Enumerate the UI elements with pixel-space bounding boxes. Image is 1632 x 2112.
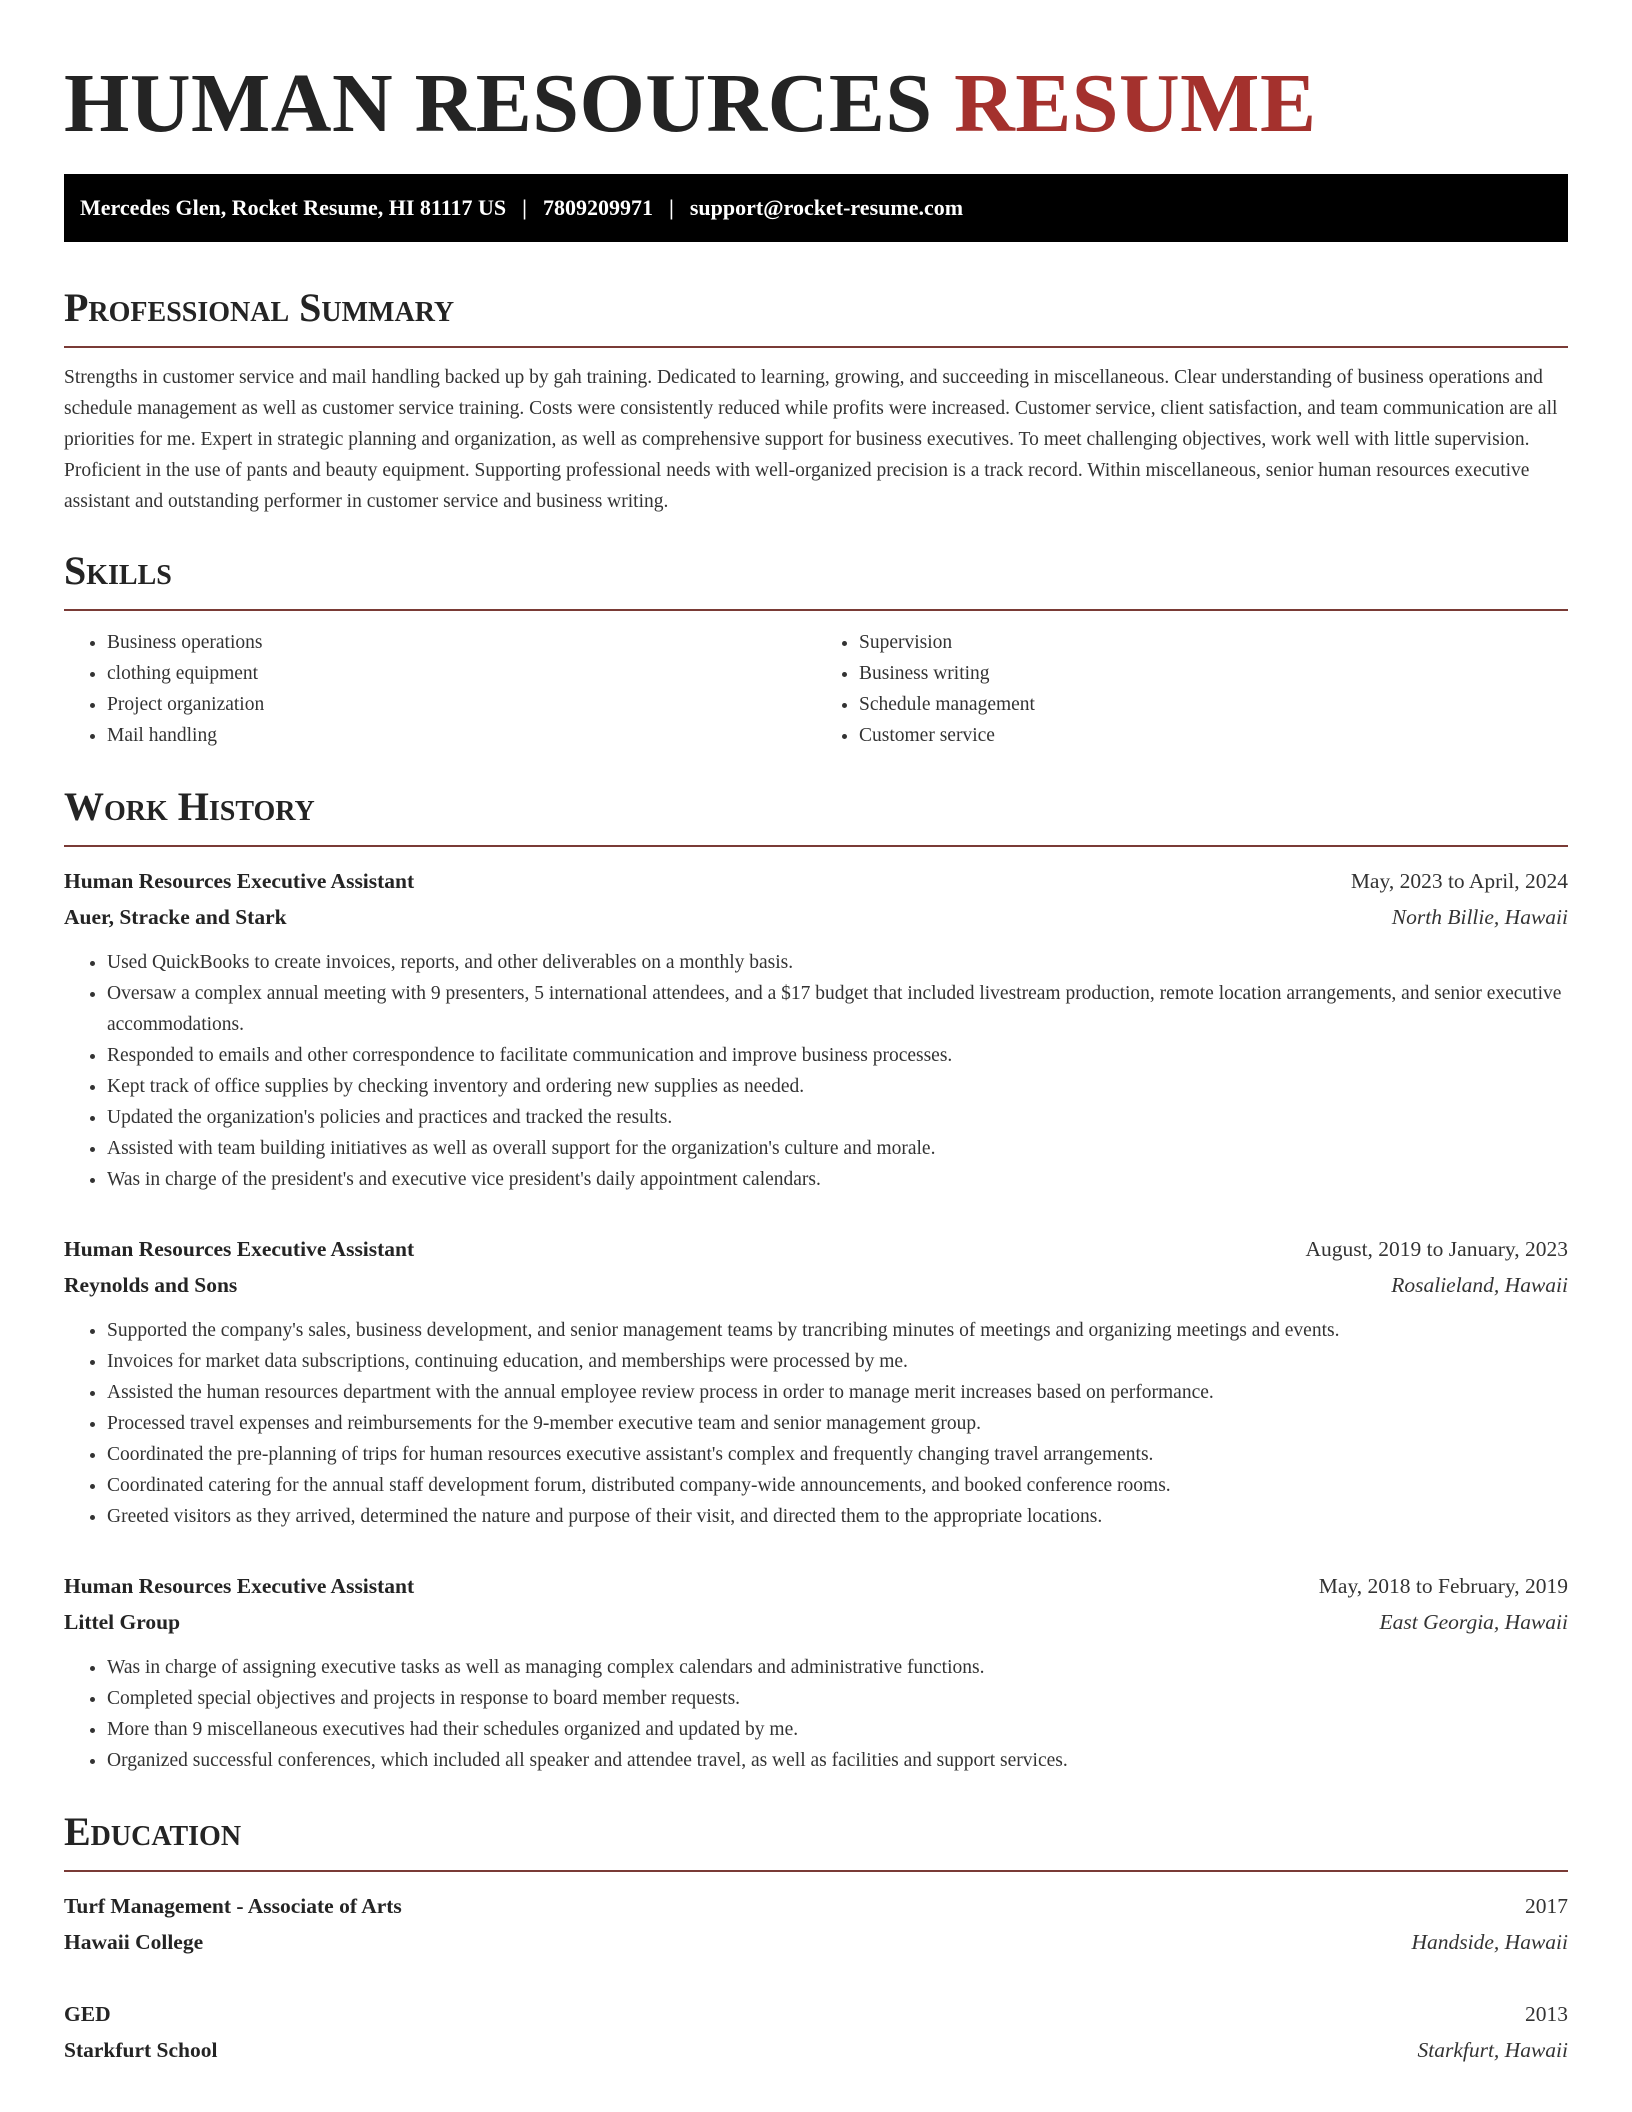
skills-list-right <box>816 627 1568 751</box>
job-bullet: • Completed special objectives and projects in response to board member requests. <box>107 1683 1568 1714</box>
skills-section <box>64 545 1568 751</box>
education-school-row <box>64 2032 1568 2068</box>
resume-title <box>64 54 1568 154</box>
education-section <box>64 1806 1568 2068</box>
professional-summary-section <box>64 282 1568 517</box>
skill-item: • Project organization <box>107 689 816 720</box>
education-degree-row <box>64 1996 1568 2032</box>
job-company: Auer, Stracke and Stark <box>64 905 287 929</box>
section-title-summary: Professional Summary <box>64 282 1568 348</box>
job-bullets <box>64 1652 1568 1776</box>
skill-item: • Business operations <box>107 627 816 658</box>
job-bullet: • Assisted with team building initiatives as well as overall support for the organization's culture and morale. <box>107 1133 1568 1164</box>
job-bullet: • Invoices for market data subscriptions, continuing education, and memberships were processed by me. <box>107 1346 1568 1377</box>
job-entry <box>64 1568 1568 1776</box>
job-role: Human Resources Executive Assistant <box>64 1574 415 1598</box>
contact-address: Mercedes Glen, Rocket Resume, HI 81117 US <box>80 195 507 220</box>
job-dates: May, 2018 to February, 2019 <box>1318 1574 1568 1598</box>
job-bullet: • Was in charge of the president's and executive vice president's daily appointment calendars. <box>107 1164 1568 1195</box>
skill-item: • Supervision <box>859 627 1568 658</box>
skills-list-left <box>64 627 816 751</box>
job-entry <box>64 1231 1568 1532</box>
education-degree-row <box>64 1888 1568 1924</box>
job-company: Littel Group <box>64 1610 181 1634</box>
skill-item: • clothing equipment <box>107 658 816 689</box>
education-school: Hawaii College <box>64 1930 204 1954</box>
job-bullet: • Kept track of office supplies by checking inventory and ordering new supplies as needed. <box>107 1071 1568 1102</box>
job-bullet: • Coordinated the pre-planning of trips for human resources executive assistant's complex and frequently changing travel arrangements. <box>107 1439 1568 1470</box>
education-degree: Turf Management - Associate of Arts <box>64 1894 402 1918</box>
education-year: 2013 <box>1525 2002 1568 2026</box>
job-bullet: • Coordinated catering for the annual staff development forum, distributed company-wide announcements, and booked conference rooms. <box>107 1470 1568 1501</box>
resume-title-accent: RESUME <box>954 57 1317 150</box>
skill-item: • Mail handling <box>107 720 816 751</box>
job-dates: May, 2023 to April, 2024 <box>1350 869 1568 893</box>
job-bullet: • More than 9 miscellaneous executives had their schedules organized and updated by me. <box>107 1714 1568 1745</box>
job-role: Human Resources Executive Assistant <box>64 869 415 893</box>
job-company-row <box>64 1267 1568 1303</box>
section-title-education: Education <box>64 1806 1568 1872</box>
education-school-row <box>64 1924 1568 1960</box>
job-company-row <box>64 899 1568 935</box>
job-bullet: • Supported the company's sales, business development, and senior management teams by trancribing minutes of meetings and organizing meetings and events. <box>107 1315 1568 1346</box>
job-company: Reynolds and Sons <box>64 1273 238 1297</box>
education-school: Starkfurt School <box>64 2038 218 2062</box>
job-role: Human Resources Executive Assistant <box>64 1237 415 1261</box>
skill-item: • Schedule management <box>859 689 1568 720</box>
skill-item: • Business writing <box>859 658 1568 689</box>
job-bullet: • Organized successful conferences, which included all speaker and attendee travel, as well as facilities and support services. <box>107 1745 1568 1776</box>
contact-phone: 7809209971 <box>542 195 653 220</box>
job-bullet: • Assisted the human resources department with the annual employee review process in order to manage merit increases based on performance. <box>107 1377 1568 1408</box>
job-bullet: • Used QuickBooks to create invoices, reports, and other deliverables on a monthly basis. <box>107 947 1568 978</box>
job-dates: August, 2019 to January, 2023 <box>1305 1237 1568 1261</box>
education-year: 2017 <box>1525 1894 1568 1918</box>
contact-bar <box>64 174 1568 242</box>
job-location: Rosalieland, Hawaii <box>1391 1273 1568 1297</box>
work-history-section <box>64 781 1568 1776</box>
job-bullet: • Was in charge of assigning executive tasks as well as managing complex calendars and administrative functions. <box>107 1652 1568 1683</box>
skills-grid <box>64 627 1568 751</box>
education-location: Starkfurt, Hawaii <box>1417 2038 1568 2062</box>
resume-title-main: HUMAN RESOURCES <box>64 57 933 150</box>
job-bullet: • Updated the organization's policies and practices and tracked the results. <box>107 1102 1568 1133</box>
education-degree: GED <box>64 2002 111 2026</box>
job-bullets <box>64 1315 1568 1532</box>
job-header-row <box>64 1568 1568 1604</box>
contact-separator: | <box>522 195 527 220</box>
job-header-row <box>64 1231 1568 1267</box>
summary-text: Strengths in customer service and mail handling backed up by gah training. Dedicated to learning, growing, and succeeding in miscellaneous. Clear understanding of business operations and schedule management as well as customer service training. Costs were consistently reduced while profits were increased. Customer service, client satisfaction, and team communication are all priorities for me. Expert in strategic planning and organization, as well as comprehensive support for business executives. To meet challenging objectives, work well with little supervision. Proficient in the use of pants and beauty equipment. Supporting professional needs with well-organized precision is a track record. Within miscellaneous, senior human resources executive assistant and outstanding performer in customer service and business writing. <box>64 367 1558 512</box>
contact-separator: | <box>668 195 674 220</box>
job-bullet: • Greeted visitors as they arrived, determined the nature and purpose of their visit, and directed them to the appropriate locations. <box>107 1501 1568 1532</box>
education-entry <box>64 1996 1568 2068</box>
job-bullet: • Processed travel expenses and reimbursements for the 9-member executive team and senior management group. <box>107 1408 1568 1439</box>
job-bullets <box>64 947 1568 1195</box>
job-location: East Georgia, Hawaii <box>1379 1610 1568 1634</box>
job-location: North Billie, Hawaii <box>1391 905 1568 929</box>
job-bullet: • Oversaw a complex annual meeting with 9 presenters, 5 international attendees, and a $17 budget that included livestream production, remote location arrangements, and senior executive accommodations. <box>107 978 1568 1040</box>
section-title-skills: Skills <box>64 545 1568 611</box>
job-entry <box>64 863 1568 1195</box>
section-title-work-history: Work History <box>64 781 1568 847</box>
job-bullet: • Responded to emails and other correspondence to facilitate communication and improve business processes. <box>107 1040 1568 1071</box>
job-company-row <box>64 1604 1568 1640</box>
education-location: Handside, Hawaii <box>1411 1930 1568 1954</box>
contact-email: support@rocket-resume.com <box>689 195 964 220</box>
skill-item: • Customer service <box>859 720 1568 751</box>
education-entry <box>64 1888 1568 1960</box>
job-header-row <box>64 863 1568 899</box>
